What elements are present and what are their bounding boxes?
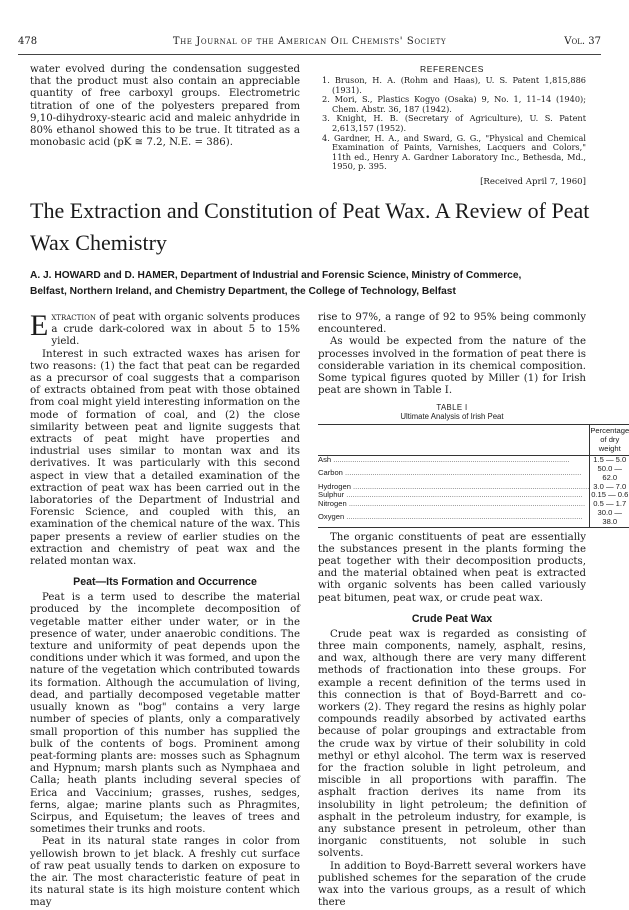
peat-color-paragraph: Peat in its natural state ranges in color from yellowish brown to jet black. A freshly cut surface of raw peat usually tends to darken on exposure to the air. The most characteristic feature of peat in its natural state is its high moisture content which may — [30, 836, 300, 909]
row-value: 30.0 — 38.0 — [590, 509, 629, 527]
authors-line-2: Belfast, Northern Ireland, and Chemistry Department, the College of Technology, Belfast — [30, 286, 456, 297]
table-header-percentage: Percentage of dry weight — [590, 425, 629, 456]
crude-wax-paragraph: Crude peat wax is regarded as consisting of three main components, namely, asphalt, resins, and wax, although there are very many different methods of fractionation into these groups. For example a recent definition of the terms used in this connection is that of Boyd-Barrett and co-workers (2). They regard the resins as highly polar compounds readily absorbed by activated earths because of polar groupings and extractable from the crude wax by virtue of their solubility in cold methyl or ethyl alcohol. The term wax is reserved for the fraction soluble in light petroleum, and miscible in all proportions with paraffin. The asphalt fraction derives its name from its insolubility in light petroleum; the definition of asphalt in the petroleum industry, for example, is any substance present in petroleum, other than inorganic constituents, not soluble in such solvents. — [318, 628, 586, 860]
references-block — [318, 64, 586, 187]
table-caption: TABLE I — [436, 403, 468, 413]
intro-smallcaps: xtraction — [51, 312, 96, 323]
table-row — [318, 500, 629, 509]
running-header — [18, 36, 601, 50]
row-name: Carbon — [318, 468, 343, 478]
article-title: The Extraction and Constitution of Peat Wax. A Review of Peat Wax Chemistry — [30, 198, 590, 255]
page-number: 478 — [18, 36, 38, 47]
author-affiliations — [30, 268, 590, 300]
table-row — [318, 465, 629, 483]
row-name: Hydrogen — [318, 481, 351, 491]
section-heading-peat-formation: Peat—Its Formation and Occurrence — [73, 576, 257, 589]
row-name: Sulphur — [318, 490, 345, 500]
row-value: 50.0 — 62.0 — [597, 464, 622, 482]
intro-paragraph-2: Interest in such extracted waxes has arisen for two reasons: (1) the fact that peat can be regarded as a precursor of coal suggests that a comparison of extracts obtained from peat with those obtained from coal might yield interesting information on the mode of formation of coal, and (2) the close similarity between peat and lignite suggests that extracts of peat might have properties and industrial uses similar to montan wax and its derivatives. It was particularly with this second aspect in view that a detailed examination of the extraction of peat wax has been carried out in the laboratories of the Department of Industrial and Forensic Science, and coupled with this, an examination of the chemical nature of the wax. This paper presents a review of earlier studies on the extraction and chemistry of peat wax and the related montan wax. — [30, 348, 300, 568]
row-name: Nitrogen — [318, 499, 347, 509]
references-list — [318, 76, 586, 172]
row-value: 1.5 — 5.0 — [593, 455, 627, 465]
table-row — [318, 509, 629, 527]
reference-item: 1. Bruson, H. A. (Rohm and Haas), U. S. Patent 1,815,886 (1931). — [322, 75, 586, 95]
intro-text: of peat with organic solvents produces a crude dark-colored wax in about 5 to 15% yield. — [51, 312, 300, 348]
organic-constituents-paragraph: The organic constituents of peat are essentially the substances present in the plants forming the peat together with their decomposition products, and the material obtained when peat is extracted with organic solvents has been called variously peat bitumen, peat wax, or crude peat wax. — [318, 531, 586, 604]
table-1 — [318, 403, 629, 527]
journal-title: The Journal of the American Oil Chemists' Society — [172, 36, 447, 47]
table-row — [318, 456, 629, 465]
reference-item: 3. Knight, H. B. (Secretary of Agriculture), U. S. Patent 2,613,157 (1952). — [322, 113, 586, 133]
row-name: Ash — [318, 455, 332, 465]
volume-label: Vol. 37 — [564, 36, 601, 47]
row-name: Oxygen — [318, 512, 345, 522]
right-column — [318, 312, 629, 909]
composition-paragraph: As would be expected from the nature of the processes involved in the formation of peat there is considerable variation in its chemical composition. Some typical figures quoted by Miller (1) for Irish peat are shown in Table I. — [318, 336, 586, 397]
authors-line-1: A. J. HOWARD and D. HAMER, Department of Industrial and Forensic Science, Ministry of Commerce, — [30, 270, 522, 281]
peat-formation-paragraph: Peat is a term used to describe the material produced by the incomplete decomposition of vegetable matter either under water, or in the presence of water, under anaerobic conditions. The texture and uniformity of peat depends upon the conditions under which it was formed, and upon the nature of the vegetation which contributed towards its formation. Although the accumulation of living, dead, and partially decomposed vegetable matter usually known as "bog" contains a very large number of species of plants, only a comparatively small proportion of this number has supplied the bulk of the contents of bogs. Prominent among peat-forming plants are: mosses such as Sphagnum and Hypnum; marsh plants such as Nymphaea and Calla; heath plants including several species of Erica and Vaccinium; grasses, rushes, sedges, ferns, algae; marine plants such as Phragmites, Scirpus, and Equisetum; the leaves of trees and sometimes their trunks and roots. — [30, 592, 300, 836]
section-heading-crude-peat-wax: Crude Peat Wax — [411, 612, 493, 625]
moisture-paragraph: rise to 97%, a range of 92 to 95% being commonly encountered. — [318, 312, 586, 336]
separation-schemes-paragraph: In addition to Boyd-Barrett several workers have published schemes for the separation of the crude wax into the various groups, as a result of which there — [318, 860, 586, 909]
row-value: 0.5 — 1.7 — [593, 499, 627, 509]
row-value: 0.15 — 0.6 — [591, 490, 629, 500]
reference-item: 2. Mori, S., Plastics Kogyo (Osaka) 9, No. 1, 11–14 (1940); Chem. Abstr. 36, 187 (1942). — [322, 94, 586, 114]
table-header-blank — [318, 425, 590, 456]
header-rule — [18, 54, 601, 55]
references-heading: REFERENCES — [419, 64, 485, 74]
table-subcaption: Ultimate Analysis of Irish Peat — [400, 412, 504, 422]
reference-item: 4. Gardner, H. A., and Sward, G. G., "Physical and Chemical Examination of Paints, Varnishes, Lacquers and Colors," 11th ed., Henry A. Gardner Laboratory Inc., Bethesda, Md., 1950, p. 395. — [322, 132, 586, 172]
drop-cap: E — [30, 309, 49, 342]
intro-paragraph — [30, 309, 300, 349]
peat-analysis-table — [318, 424, 629, 527]
previous-article-paragraph: water evolved during the condensation suggested that the product must also contain an appreciable quantity of free carboxyl groups. Electrometric titration of one of the polyesters prepared from 9,10-dihydroxy-stearic acid and maleic anhydride in 80% ethanol showed this to be true. It titrated as a monobasic acid (pK ≅ 7.2, N.E. = 386). — [30, 64, 300, 149]
left-column — [30, 309, 300, 910]
received-date: [Received April 7, 1960] — [480, 176, 586, 187]
previous-article-ending — [30, 64, 300, 149]
row-value: 3.0 — 7.0 — [593, 481, 627, 491]
